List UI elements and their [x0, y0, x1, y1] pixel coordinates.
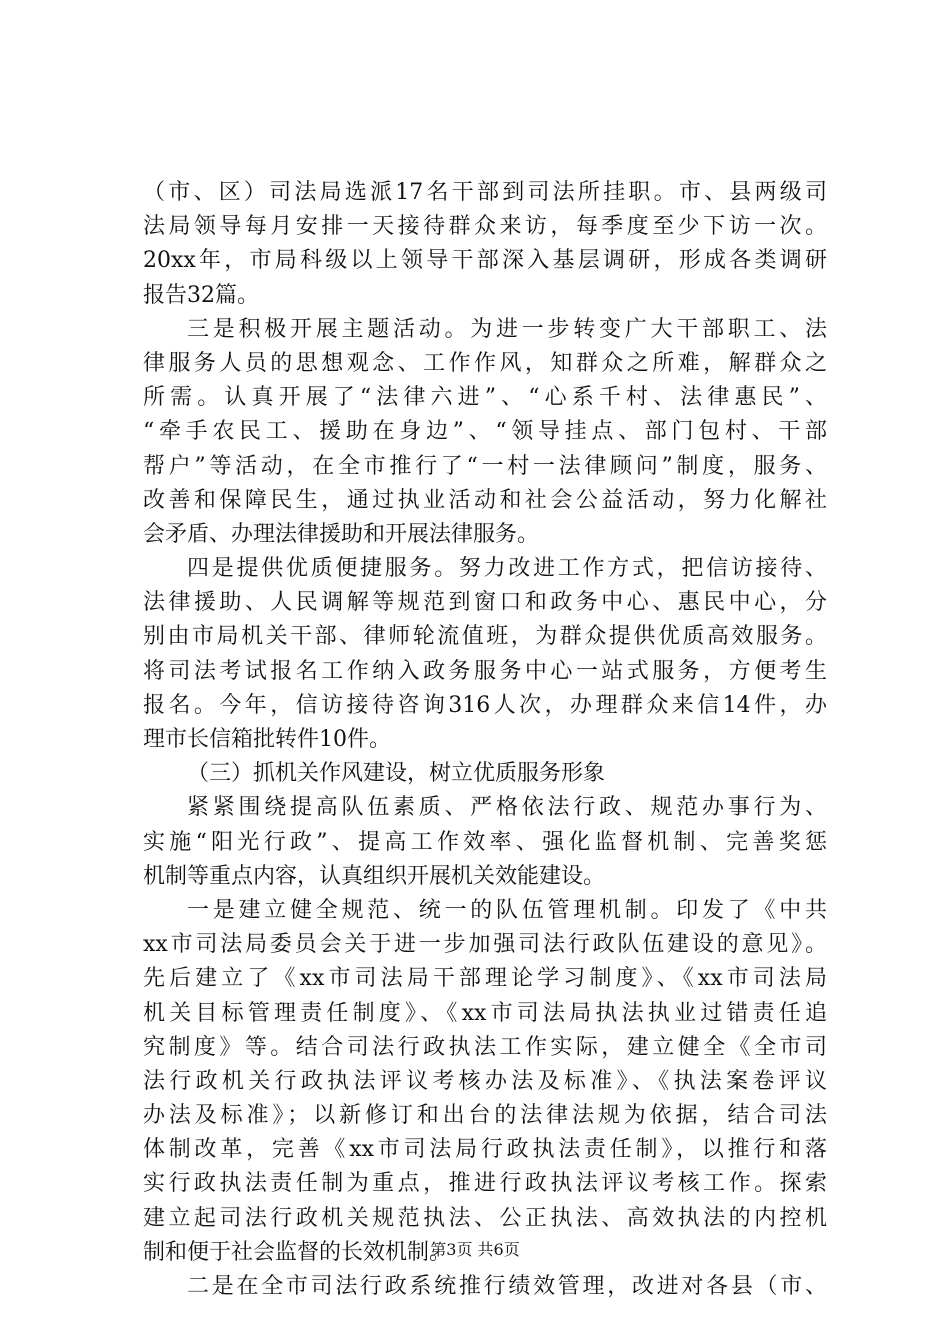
text-line: 究制度》等。结合司法行政执法工作实际，建立健全《全市司 — [143, 1034, 827, 1060]
text-line: 机关目标管理责任制度》、《xx市司法局执法执业过错责任追 — [143, 1000, 827, 1026]
text-line: 会矛盾、办理法律援助和开展法律服务。 — [143, 521, 540, 547]
document-body — [143, 176, 827, 1304]
text-line: 法律援助、人民调解等规范到窗口和政务中心、惠民中心，分 — [143, 590, 827, 616]
text-line: “牵手农民工、援助在身边”、“领导挂点、部门包村、干部 — [143, 419, 827, 445]
text-line: 实行政执法责任制为重点，推进行政执法评议考核工作。探索 — [143, 1171, 827, 1197]
text-line: 理市长信箱批转件10件。 — [143, 727, 391, 752]
text-line: 制和便于社会监督的长效机制。 — [143, 1239, 452, 1265]
text-line: 改善和保障民生，通过执业活动和社会公益活动，努力化解社 — [143, 487, 827, 513]
paragraph-first-line: 一是建立健全规范、统一的队伍管理机制。印发了《中共 — [187, 897, 827, 923]
text-line: 办法及标准》；以新修订和出台的法律法规为依据，结合司法 — [143, 1103, 827, 1129]
text-line: 将司法考试报名工作纳入政务服务中心一站式服务，方便考生 — [143, 658, 827, 684]
text-line: 20xx年，市局科级以上领导干部深入基层调研，形成各类调研 — [143, 248, 827, 274]
text-line: 律服务人员的思想观念、工作作风，知群众之所难，解群众之 — [143, 350, 827, 376]
text-line: 法行政机关行政执法评议考核办法及标准》、《执法案卷评议 — [143, 1068, 827, 1094]
text-line: （市、区）司法局选派17名干部到司法所挂职。市、县两级司 — [143, 180, 827, 205]
text-line: xx市司法局委员会关于进一步加强司法行政队伍建设的意见》。 — [143, 932, 827, 958]
page-number-footer: 第3页 共6页 — [430, 1240, 520, 1259]
paragraph-first-line: 三是积极开展主题活动。为进一步转变广大干部职工、法 — [187, 316, 827, 342]
section-heading: （三）抓机关作风建设，树立优质服务形象 — [187, 761, 606, 787]
paragraph-first-line: 紧紧围绕提高队伍素质、严格依法行政、规范办事行为、 — [187, 795, 827, 821]
paragraph-first-line: 四是提供优质便捷服务。努力改进工作方式，把信访接待、 — [187, 556, 827, 582]
text-line: 别由市局机关干部、律师轮流值班，为群众提供优质高效服务。 — [143, 624, 827, 650]
text-line: 所需。认真开展了“法律六进”、“心系千村、法律惠民”、 — [143, 385, 827, 411]
text-line: 实施“阳光行政”、提高工作效率、强化监督机制、完善奖惩 — [143, 829, 827, 855]
text-line: 报告32篇。 — [143, 282, 259, 308]
paragraph-first-line: 二是在全市司法行政系统推行绩效管理，改进对各县（市、 — [187, 1274, 827, 1299]
text-line: 先后建立了《xx市司法局干部理论学习制度》、《xx市司法局 — [143, 966, 827, 992]
text-line: 报名。今年，信访接待咨询316人次，办理群众来信14件，办 — [143, 692, 827, 718]
text-line: 建立起司法行政机关规范执法、公正执法、高效执法的内控机 — [143, 1205, 827, 1231]
text-line: 体制改革，完善《xx市司法局行政执法责任制》，以推行和落 — [143, 1137, 827, 1163]
text-line: 机制等重点内容，认真组织开展机关效能建设。 — [143, 863, 606, 889]
text-line: 法局领导每月安排一天接待群众来访，每季度至少下访一次。 — [143, 214, 827, 240]
text-line: 帮户”等活动，在全市推行了“一村一法律顾问”制度，服务、 — [143, 453, 827, 479]
